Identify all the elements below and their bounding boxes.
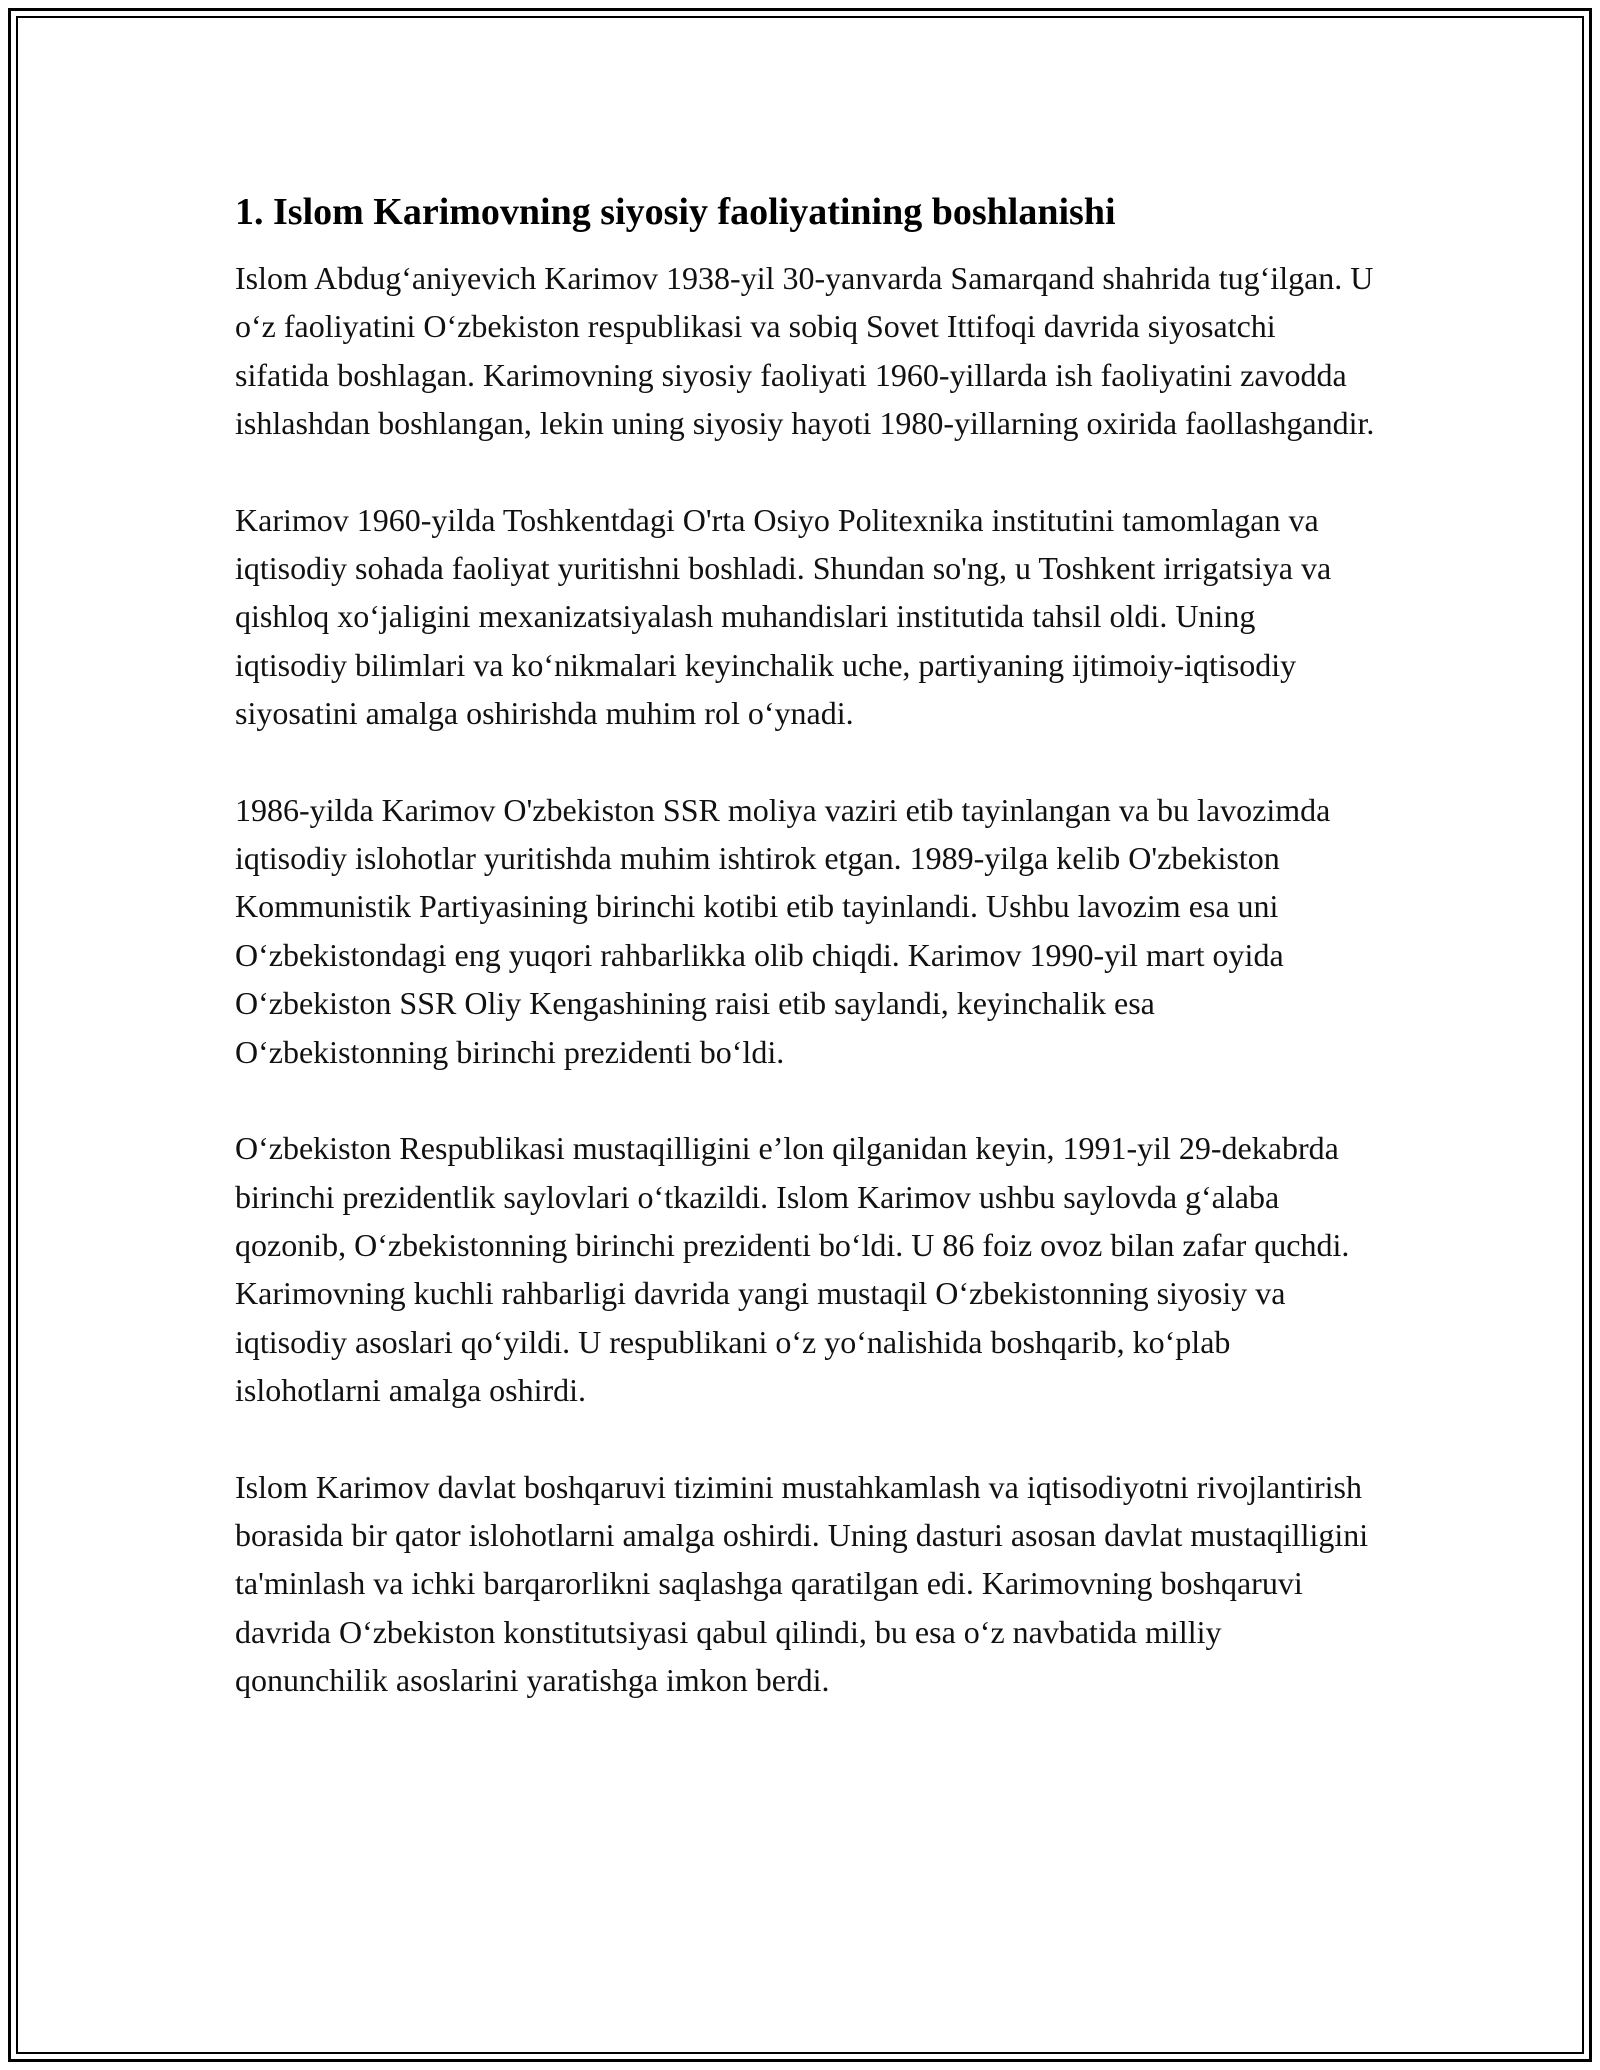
section-heading: 1. Islom Karimovning siyosiy faoliyatining boshlanishi [235,191,1116,233]
document-body [235,186,1375,1753]
paragraph-3: 1986-yilda Karimov O'zbekiston SSR moliya vaziri etib tayinlangan va bu lavozimda iqtisodiy islohotlar yuritishda muhim ishtirok etgan. 1989-yilga kelib O'zbekiston Kommunistik Partiyasining birinchi kotibi etib tayinlandi. Ushbu lavozim esa uni O‘zbekistondagi eng yuqori rahbarlikka olib chiqdi. Karimov 1990-yil mart oyida O‘zbekiston SSR Oliy Kengashining raisi etib saylandi, keyinchalik esa O‘zbekistonning birinchi prezidenti bo‘ldi. [235,791,1331,1070]
paragraph-4: O‘zbekiston Respublikasi mustaqilligini e’lon qilganidan keyin, 1991-yil 29-dekabrda birinchi prezidentlik saylovlari o‘tkazildi. Islom Karimov ushbu saylovda g‘alaba qozonib, O‘zbekistonning birinchi prezidenti bo‘ldi. U 86 foiz ovoz bilan zafar quchdi. Karimovning kuchli rahbarligi davrida yangi mustaqil O‘zbekistonning siyosiy va iqtisodiy asoslari qo‘yildi. U respublikani o‘z yo‘nalishida boshqarib, ko‘plab islohotlarni amalga oshirdi. [235,1130,1350,1409]
paragraph-2: Karimov 1960-yilda Toshkentdagi O'rta Osiyo Politexnika institutini tamomlagan va iqtisodiy sohada faoliyat yuritishni boshladi. Shundan so'ng, u Toshkent irrigatsiya va qishloq xo‘jaligini mexanizatsiyalash muhandislari institutida tahsil oldi. Uning iqtisodiy bilimlari va ko‘nikmalari keyinchalik uche, partiyaning ijtimoiy-iqtisodiy siyosatini amalga oshirishda muhim rol o‘ynadi. [235,501,1332,732]
paragraph-1: Islom Abdug‘aniyevich Karimov 1938-yil 30-yanvarda Samarqand shahrida tug‘ilgan. U o‘z faoliyatini O‘zbekiston respublikasi va sobiq Sovet Ittifoqi davrida siyosatchi sifatida boshlagan. Karimovning siyosiy faoliyati 1960-yillarda ish faoliyatini zavodda ishlashdan boshlangan, lekin uning siyosiy hayoti 1980-yillarning oxirida faollashgandir. [235,260,1375,442]
paragraph-5: Islom Karimov davlat boshqaruvi tizimini mustahkamlash va iqtisodiyotni rivojlantirish borasida bir qator islohotlarni amalga oshirdi. Uning dasturi asosan davlat mustaqilligini ta'minlash va ichki barqarorlikni saqlashga qaratilgan edi. Karimovning boshqaruvi davrida O‘zbekiston konstitutsiyasi qabul qilindi, bu esa o‘z navbatida milliy qonunchilik asoslarini yaratishga imkon berdi. [235,1468,1369,1699]
